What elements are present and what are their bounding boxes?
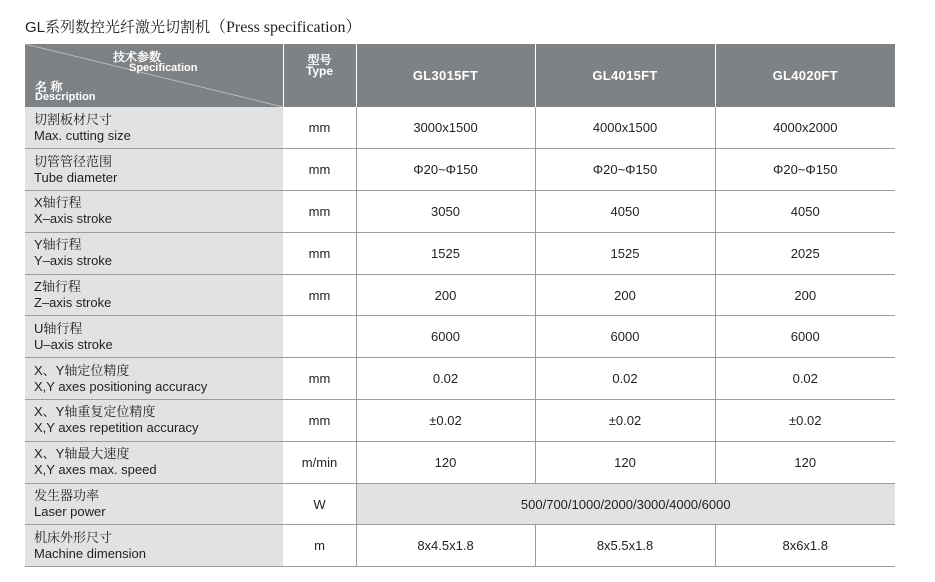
row-label-zh: X、Y轴最大速度	[34, 446, 130, 462]
row-value-model-3: 8x6x1.8	[715, 525, 895, 567]
header-desc-zh: 名 称	[35, 80, 63, 94]
row-unit: m	[283, 525, 356, 567]
row-label-zh: X轴行程	[34, 195, 82, 211]
row-value-model-3: 200	[715, 274, 895, 316]
row-unit: W	[283, 483, 356, 525]
row-value-model-2: 6000	[535, 316, 715, 358]
row-label-zh: Y轴行程	[34, 237, 82, 253]
row-label-en: Y–axis stroke	[34, 253, 113, 269]
row-description	[25, 441, 283, 483]
row-value-model-2: 0.02	[535, 358, 715, 400]
row-description	[25, 107, 283, 149]
row-label-zh: Z轴行程	[34, 279, 81, 295]
row-description	[25, 400, 283, 442]
row-value-model-3: ±0.02	[715, 400, 895, 442]
row-description	[25, 191, 283, 233]
row-value-model-3: 4050	[715, 191, 895, 233]
row-label-zh: X、Y轴重复定位精度	[34, 404, 156, 420]
table-row	[25, 400, 895, 442]
page-title	[25, 14, 362, 37]
table-row	[25, 441, 895, 483]
row-value-model-2: 200	[535, 274, 715, 316]
row-value-model-2: 120	[535, 441, 715, 483]
spec-table	[25, 44, 895, 567]
row-value-model-3: 2025	[715, 232, 895, 274]
row-value-model-2: 1525	[535, 232, 715, 274]
row-label-en: Machine dimension	[34, 545, 147, 561]
row-label-zh: 机床外形尺寸	[34, 529, 113, 545]
row-unit: mm	[283, 149, 356, 191]
row-value-model-1: 1525	[356, 232, 535, 274]
table-row	[25, 316, 895, 358]
row-label-zh: X、Y轴定位精度	[34, 362, 130, 378]
row-label-en: Max. cutting size	[34, 127, 131, 143]
header-spec-zh: 技术参数	[113, 50, 162, 64]
header-type-zh: 型号	[307, 53, 332, 67]
row-unit: mm	[283, 191, 356, 233]
row-value-model-2: 8x5.5x1.8	[535, 525, 715, 567]
row-value-model-1: 120	[356, 441, 535, 483]
row-value-model-1: Φ20~Φ150	[356, 149, 535, 191]
row-unit: m/min	[283, 441, 356, 483]
row-value-model-3: 0.02	[715, 358, 895, 400]
row-value-model-1: 3050	[356, 191, 535, 233]
header-model-2: GL4015FT	[535, 44, 715, 107]
row-label-en: X,Y axes repetition accuracy	[34, 420, 199, 436]
table-row	[25, 232, 895, 274]
row-value-model-1: 200	[356, 274, 535, 316]
header-desc-en: Description	[35, 91, 96, 103]
row-value-model-2: 4000x1500	[535, 107, 715, 149]
row-label-zh: 切割板材尺寸	[34, 111, 113, 127]
title-en: （Press specification）	[210, 19, 362, 36]
header-model-3: GL4020FT	[715, 44, 895, 107]
row-label-en: Z–axis stroke	[34, 295, 112, 311]
row-value-model-3: 120	[715, 441, 895, 483]
header-spec-en: Specification	[129, 62, 198, 74]
row-label-zh: 切管管径范围	[34, 153, 113, 169]
row-value-model-1: 6000	[356, 316, 535, 358]
row-description	[25, 274, 283, 316]
table-row	[25, 149, 895, 191]
table-row	[25, 107, 895, 149]
row-description	[25, 232, 283, 274]
row-value-model-1: 3000x1500	[356, 107, 535, 149]
table-row	[25, 191, 895, 233]
row-label-zh: U轴行程	[34, 320, 83, 336]
row-label-en: Laser power	[34, 504, 106, 520]
row-unit: mm	[283, 107, 356, 149]
table-body	[25, 107, 895, 567]
row-value-merged: 500/700/1000/2000/3000/4000/6000	[356, 483, 895, 525]
title-zh: GL系列数控光纤激光切割机	[25, 19, 211, 36]
table-row	[25, 525, 895, 567]
row-value-model-2: ±0.02	[535, 400, 715, 442]
row-unit: mm	[283, 400, 356, 442]
row-value-model-1: 0.02	[356, 358, 535, 400]
row-description	[25, 316, 283, 358]
row-value-model-2: Φ20~Φ150	[535, 149, 715, 191]
row-value-model-3: 6000	[715, 316, 895, 358]
row-value-model-3: Φ20~Φ150	[715, 149, 895, 191]
table-row	[25, 274, 895, 316]
row-label-en: X,Y axes positioning accuracy	[34, 378, 208, 394]
row-unit: mm	[283, 274, 356, 316]
row-description	[25, 358, 283, 400]
row-label-en: X,Y axes max. speed	[34, 462, 157, 478]
row-value-model-1: 8x4.5x1.8	[356, 525, 535, 567]
row-label-en: X–axis stroke	[34, 211, 113, 227]
header-type-cell	[283, 44, 356, 107]
header-description-cell	[25, 44, 283, 107]
row-description	[25, 149, 283, 191]
row-unit	[283, 316, 356, 358]
row-unit: mm	[283, 358, 356, 400]
row-label-zh: 发生器功率	[34, 488, 100, 504]
row-label-en: Tube diameter	[34, 169, 118, 185]
row-description	[25, 483, 283, 525]
table-row	[25, 483, 895, 525]
row-value-model-3: 4000x2000	[715, 107, 895, 149]
header-model-1: GL3015FT	[356, 44, 535, 107]
row-value-model-2: 4050	[535, 191, 715, 233]
table-row	[25, 358, 895, 400]
row-label-en: U–axis stroke	[34, 336, 113, 352]
table-header	[25, 44, 895, 107]
header-type-en: Type	[305, 64, 334, 78]
row-description	[25, 525, 283, 567]
row-value-model-1: ±0.02	[356, 400, 535, 442]
row-unit: mm	[283, 232, 356, 274]
